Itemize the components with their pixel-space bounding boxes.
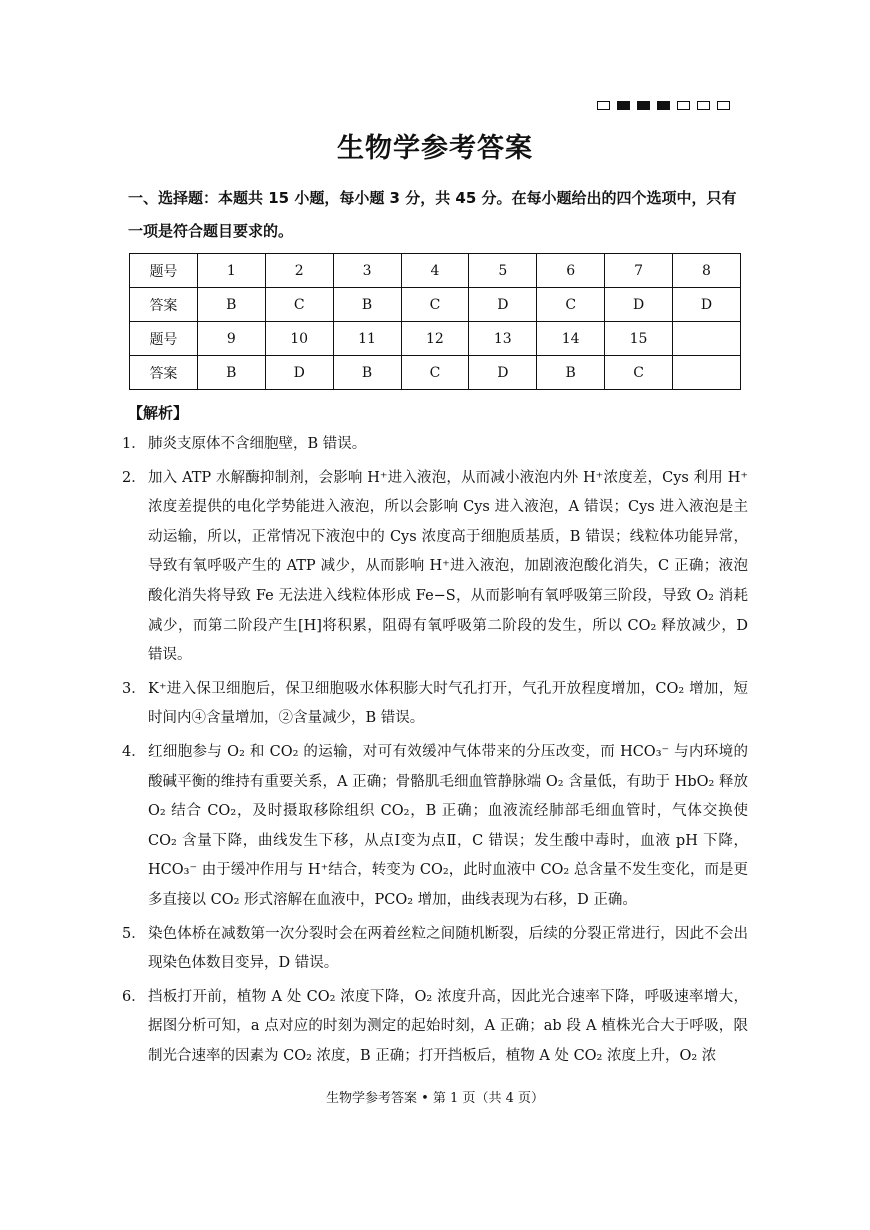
table-cell: 3 <box>333 254 401 288</box>
table-cell: C <box>605 356 673 390</box>
table-cell: D <box>605 288 673 322</box>
table-row-header: 答案 <box>130 356 198 390</box>
table-cell: B <box>333 356 401 390</box>
item-number: 2． <box>122 469 146 486</box>
indicator-box-filled <box>657 101 670 110</box>
table-row-header: 题号 <box>130 322 198 356</box>
table-cell: 10 <box>265 322 333 356</box>
table-cell: 1 <box>197 254 265 288</box>
analysis-item <box>122 675 748 734</box>
table-row-header: 答案 <box>130 288 198 322</box>
indicator-box-empty <box>697 101 710 110</box>
table-cell: C <box>265 288 333 322</box>
table-cell: 2 <box>265 254 333 288</box>
item-text: 肺炎支原体不含细胞壁，B 错误。 <box>148 436 367 452</box>
item-text: 加入 ATP 水解酶抑制剂，会影响 H⁺进入液泡，从而减小液泡内外 H⁺浓度差，Cys 利用 H⁺浓度差提供的电化学势能进入液泡，所以会影响 Cys 进入液泡，A 错误；Cys 进入液泡是主动运输，所以，正常情况下液泡中的 Cys 浓度高于细胞质基质，B 错误；线粒体功能异常，导致有氧呼吸产生的 ATP 减少，从而影响 H⁺进入液泡，加剧液泡酸化消失，C 正确；液泡酸化消失将导致 Fe 无法进入线粒体形成 Fe−S，从而影响有氧呼吸第三阶段，导致 O₂ 消耗减少，而第二阶段产生[H]将积累，阻碍有氧呼吸第二阶段的发生，所以 CO₂ 释放减少，D 错误。 <box>148 469 748 664</box>
table-cell: 15 <box>605 322 673 356</box>
table-row <box>130 288 741 322</box>
analysis-item <box>122 920 748 979</box>
page-position-indicator <box>597 101 730 110</box>
table-cell: 12 <box>401 322 469 356</box>
table-row <box>130 322 741 356</box>
table-cell: 7 <box>605 254 673 288</box>
table-cell <box>673 356 741 390</box>
item-text: K⁺进入保卫细胞后，保卫细胞吸水体积膨大时气孔打开，气孔开放程度增加，CO₂ 增加，短时间内④含量增加，②含量减少，B 错误。 <box>148 680 748 727</box>
table-cell: C <box>401 356 469 390</box>
item-number: 1． <box>122 436 146 452</box>
table-cell: D <box>469 288 537 322</box>
table-cell: 9 <box>197 322 265 356</box>
item-number: 5． <box>122 925 146 942</box>
indicator-box-filled <box>637 101 650 110</box>
table-cell: 6 <box>537 254 605 288</box>
item-number: 4． <box>122 743 146 760</box>
item-text: 挡板打开前，植物 A 处 CO₂ 浓度下降，O₂ 浓度升高，因此光合速率下降，呼吸速率增大，据图分析可知，a 点对应的时刻为测定的起始时刻，A 正确；ab 段 A 植株光合大于呼吸，限制光合速率的因素为 CO₂ 浓度，B 正确；打开挡板后，植物 A 处 CO₂ 浓度上升，O₂ 浓 <box>148 988 748 1064</box>
table-cell <box>673 322 741 356</box>
analysis-item <box>122 430 748 460</box>
analysis-list <box>122 430 748 1075</box>
table-cell: B <box>197 288 265 322</box>
table-cell: 13 <box>469 322 537 356</box>
table-cell: C <box>401 288 469 322</box>
section-heading: 一、选择题：本题共 15 小题，每小题 3 分，共 45 分。在每小题给出的四个选项中，只有一项是符合题目要求的。 <box>128 189 737 240</box>
table-cell: 8 <box>673 254 741 288</box>
indicator-box-filled <box>617 101 630 110</box>
table-cell: B <box>197 356 265 390</box>
table-cell: D <box>265 356 333 390</box>
table-cell: B <box>537 356 605 390</box>
answer-table <box>129 253 741 390</box>
analysis-item <box>122 738 748 916</box>
indicator-box-empty <box>677 101 690 110</box>
page-footer: 生物学参考答案 • 第 1 页（共 4 页） <box>325 1091 544 1106</box>
table-cell: 4 <box>401 254 469 288</box>
page-title: 生物学参考答案 <box>337 133 533 164</box>
indicator-box-empty <box>597 101 610 110</box>
table-cell: 5 <box>469 254 537 288</box>
table-cell: D <box>469 356 537 390</box>
analysis-label: 【解析】 <box>128 404 189 422</box>
item-number: 6． <box>122 988 146 1005</box>
table-row <box>130 356 741 390</box>
item-text: 红细胞参与 O₂ 和 CO₂ 的运输，对可有效缓冲气体带来的分压改变，而 HCO₃⁻ 与内环境的酸碱平衡的维持有重要关系，A 正确；骨骼肌毛细血管静脉端 O₂ 含量低，有助于 HbO₂ 释放 O₂ 结合 CO₂，及时摄取移除组织 CO₂，B 正确；血液流经肺部毛细血管时，气体交换使 CO₂ 含量下降，曲线发生下移，从点Ⅰ变为点Ⅱ，C 错误；发生酸中毒时，血液 pH 下降，HCO₃⁻ 由于缓冲作用与 H⁺结合，转变为 CO₂，此时血液中 CO₂ 总含量不发生变化，而是更多直接以 CO₂ 形式溶解在血液中，PCO₂ 增加，曲线表现为右移，D 正确。 <box>148 743 748 908</box>
table-cell: 14 <box>537 322 605 356</box>
item-number: 3． <box>122 680 146 697</box>
table-row <box>130 254 741 288</box>
item-text: 染色体桥在减数第一次分裂时会在两着丝粒之间随机断裂，后续的分裂正常进行，因此不会出现染色体数目变异，D 错误。 <box>148 925 748 972</box>
table-cell: B <box>333 288 401 322</box>
table-row-header: 题号 <box>130 254 198 288</box>
table-cell: 11 <box>333 322 401 356</box>
analysis-item <box>122 983 748 1072</box>
analysis-item <box>122 464 748 671</box>
table-cell: D <box>673 288 741 322</box>
indicator-box-empty <box>717 101 730 110</box>
table-cell: C <box>537 288 605 322</box>
